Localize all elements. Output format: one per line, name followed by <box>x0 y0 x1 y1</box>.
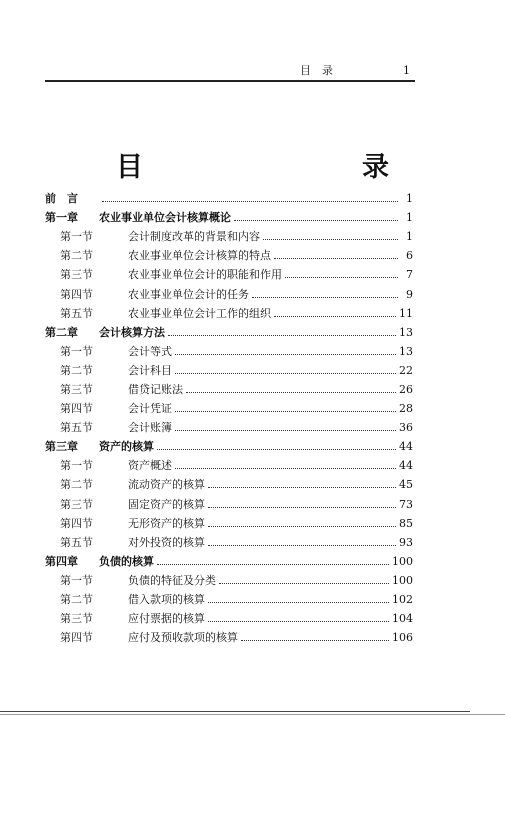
toc-dot-leader <box>175 373 396 374</box>
header-rule <box>45 80 415 82</box>
toc-dot-leader <box>208 507 396 508</box>
toc-entry-title: 会计制度改革的背景和内容 <box>128 230 260 244</box>
toc-dot-leader <box>234 220 398 221</box>
toc-dot-leader <box>219 583 389 584</box>
table-of-contents <box>45 189 413 647</box>
toc-entry-page: 85 <box>399 516 413 530</box>
toc-chapter-row <box>45 189 413 208</box>
toc-entry-page: 7 <box>406 268 413 282</box>
toc-entry-title: 固定资产的核算 <box>128 497 205 511</box>
running-header-label: 目 录 <box>300 64 333 77</box>
toc-dot-leader <box>175 468 396 469</box>
toc-chapter-row <box>45 437 413 456</box>
toc-entry-title: 会计凭证 <box>128 402 172 416</box>
toc-section-row <box>45 609 413 628</box>
toc-entry-page: 1 <box>406 192 413 206</box>
toc-entry-page: 73 <box>399 497 413 511</box>
toc-entry-page: 9 <box>406 287 413 301</box>
toc-entry-title: 流动资产的核算 <box>128 478 205 492</box>
toc-entry-title: 农业事业单位会计核算的特点 <box>128 249 271 263</box>
toc-entry-title: 农业事业单位会计的职能和作用 <box>128 268 282 282</box>
toc-entry-page: 44 <box>399 440 413 454</box>
toc-dot-leader <box>175 430 396 431</box>
toc-entry-title: 农业事业单位会计核算概论 <box>99 211 231 225</box>
toc-entry-title: 会计等式 <box>128 344 172 358</box>
toc-entry-number: 第三节 <box>60 382 93 396</box>
toc-entry-title: 农业事业单位会计工作的组织 <box>128 306 271 320</box>
toc-section-row <box>45 361 413 380</box>
toc-entry-page: 100 <box>392 554 413 568</box>
toc-section-row <box>45 227 413 246</box>
toc-entry-page: 11 <box>399 306 413 320</box>
toc-entry-title: 农业事业单位会计的任务 <box>128 287 249 301</box>
toc-entry-number: 第二章 <box>45 325 78 339</box>
toc-entry-number: 第四节 <box>60 631 93 645</box>
toc-entry-page: 13 <box>399 325 413 339</box>
page-title: 目 录 <box>116 152 444 183</box>
toc-dot-leader <box>274 316 396 317</box>
toc-section-row <box>45 304 413 323</box>
toc-dot-leader <box>186 392 396 393</box>
toc-chapter-row <box>45 208 413 227</box>
toc-section-row <box>45 342 413 361</box>
toc-entry-number: 第四章 <box>45 554 78 568</box>
toc-entry-number: 第三节 <box>60 497 93 511</box>
toc-entry-title: 资产的核算 <box>99 440 154 454</box>
toc-entry-number: 第三章 <box>45 440 78 454</box>
toc-entry-number: 第二节 <box>60 593 93 607</box>
toc-section-row <box>45 628 413 647</box>
toc-entry-number: 第二节 <box>60 478 93 492</box>
toc-entry-number: 第一节 <box>60 459 93 473</box>
toc-entry-page: 44 <box>399 459 413 473</box>
running-header-page-number: 1 <box>403 63 410 77</box>
toc-entry-page: 1 <box>406 211 413 225</box>
toc-entry-page: 1 <box>406 230 413 244</box>
toc-section-row <box>45 456 413 475</box>
toc-entry-page: 22 <box>399 363 413 377</box>
toc-entry-title: 会计核算方法 <box>99 325 165 339</box>
toc-dot-leader <box>175 411 396 412</box>
toc-entry-title: 负债的核算 <box>99 554 154 568</box>
toc-section-row <box>45 475 413 494</box>
toc-entry-title: 负债的特征及分类 <box>128 573 216 587</box>
toc-section-row <box>45 380 413 399</box>
toc-entry-number: 第四节 <box>60 287 93 301</box>
toc-entry-title: 会计科目 <box>128 363 172 377</box>
toc-entry-page: 28 <box>399 402 413 416</box>
toc-chapter-row <box>45 323 413 342</box>
toc-dot-leader <box>157 449 396 450</box>
toc-dot-leader <box>102 201 398 202</box>
toc-entry-title: 对外投资的核算 <box>128 535 205 549</box>
bottom-rule <box>0 711 470 712</box>
toc-section-row <box>45 246 413 265</box>
toc-entry-number: 第二节 <box>60 363 93 377</box>
running-header <box>300 62 410 78</box>
toc-entry-number: 第二节 <box>60 249 93 263</box>
toc-dot-leader <box>241 640 389 641</box>
toc-dot-leader <box>285 277 398 278</box>
toc-section-row <box>45 495 413 514</box>
toc-dot-leader <box>168 335 396 336</box>
toc-entry-title: 资产概述 <box>128 459 172 473</box>
toc-entry-page: 36 <box>399 421 413 435</box>
toc-entry-number: 第五节 <box>60 535 93 549</box>
toc-dot-leader <box>208 602 389 603</box>
toc-section-row <box>45 571 413 590</box>
toc-entry-number: 第一章 <box>45 211 78 225</box>
toc-dot-leader <box>208 545 396 546</box>
toc-entry-title: 无形资产的核算 <box>128 516 205 530</box>
toc-entry-title: 应付票据的核算 <box>128 612 205 626</box>
toc-entry-number: 第四节 <box>60 402 93 416</box>
toc-entry-number: 第三节 <box>60 268 93 282</box>
toc-entry-title: 借贷记账法 <box>128 382 183 396</box>
toc-dot-leader <box>208 526 396 527</box>
toc-entry-page: 26 <box>399 382 413 396</box>
toc-dot-leader <box>157 564 389 565</box>
toc-entry-page: 106 <box>392 631 413 645</box>
toc-dot-leader <box>263 239 398 240</box>
toc-entry-number: 第一节 <box>60 230 93 244</box>
toc-section-row <box>45 590 413 609</box>
toc-dot-leader <box>175 354 396 355</box>
toc-entry-title: 借入款项的核算 <box>128 593 205 607</box>
toc-entry-number: 第一节 <box>60 344 93 358</box>
toc-entry-number: 第四节 <box>60 516 93 530</box>
toc-entry-number: 第五节 <box>60 306 93 320</box>
toc-entry-page: 104 <box>392 612 413 626</box>
toc-entry-title: 会计账簿 <box>128 421 172 435</box>
toc-section-row <box>45 265 413 284</box>
toc-section-row <box>45 284 413 303</box>
toc-dot-leader <box>252 297 398 298</box>
toc-entry-page: 45 <box>399 478 413 492</box>
toc-section-row <box>45 418 413 437</box>
toc-entry-page: 100 <box>392 573 413 587</box>
toc-section-row <box>45 533 413 552</box>
toc-entry-page: 13 <box>399 344 413 358</box>
toc-entry-page: 6 <box>406 249 413 263</box>
toc-entry-number: 前 言 <box>45 192 78 206</box>
toc-dot-leader <box>208 487 396 488</box>
toc-dot-leader <box>274 258 398 259</box>
bottom-rule-secondary <box>0 714 505 715</box>
toc-entry-number: 第五节 <box>60 421 93 435</box>
toc-entry-number: 第一节 <box>60 573 93 587</box>
toc-section-row <box>45 514 413 533</box>
toc-entry-page: 93 <box>399 535 413 549</box>
toc-section-row <box>45 399 413 418</box>
toc-chapter-row <box>45 552 413 571</box>
toc-entry-title: 应付及预收款项的核算 <box>128 631 238 645</box>
toc-entry-page: 102 <box>392 593 413 607</box>
toc-dot-leader <box>208 621 389 622</box>
toc-entry-number: 第三节 <box>60 612 93 626</box>
